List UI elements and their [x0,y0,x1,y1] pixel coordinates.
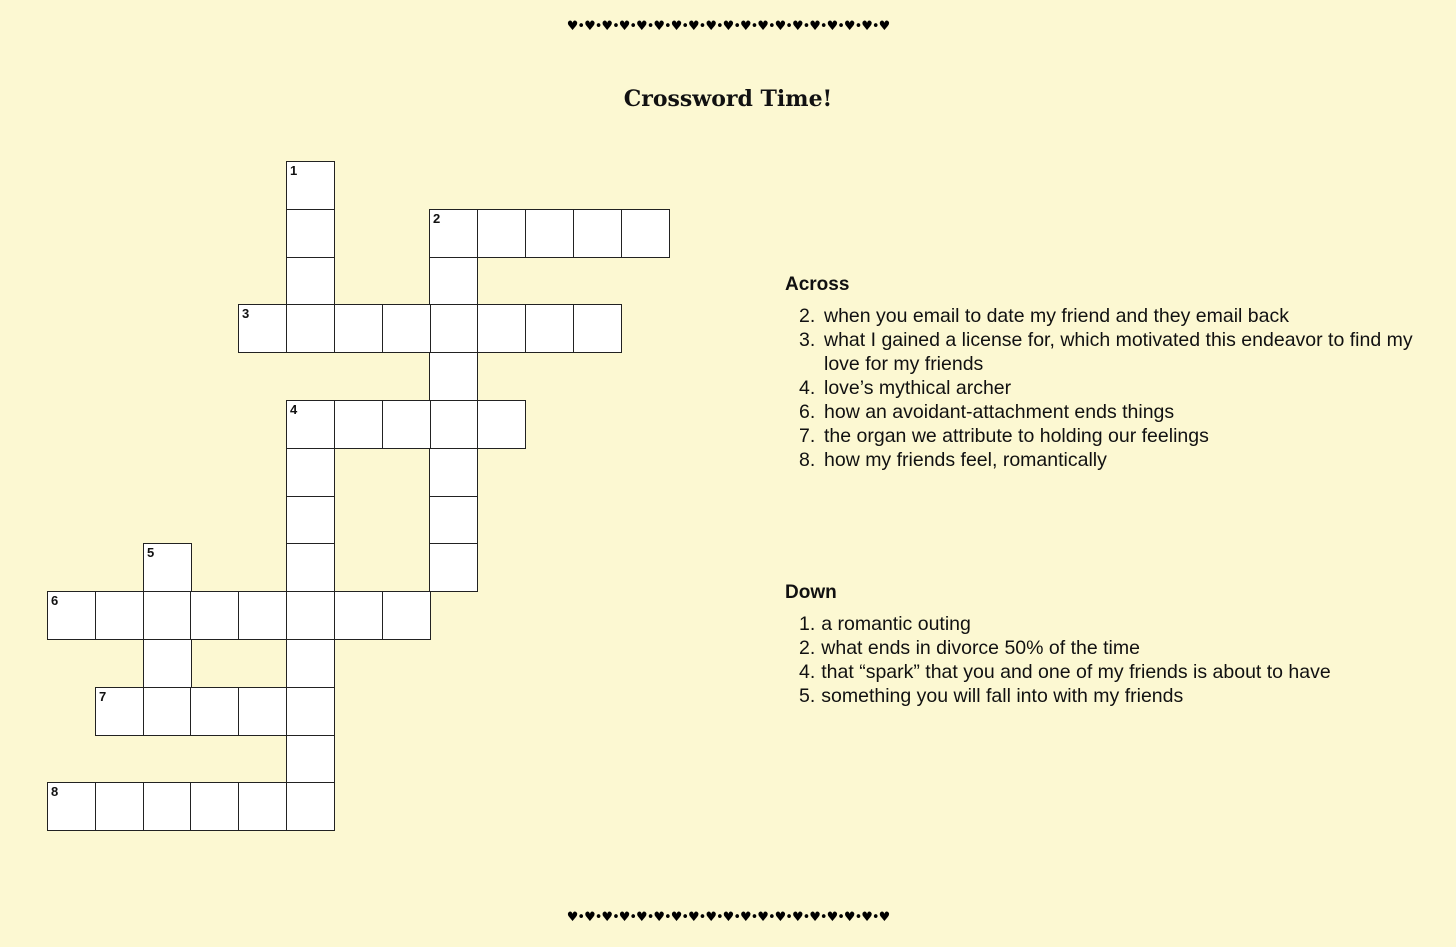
grid-cell[interactable] [429,496,478,545]
down-clue [799,636,1439,660]
cell-number: 6 [51,593,59,608]
grid-cell[interactable] [429,543,478,592]
grid-cell[interactable] [286,496,335,545]
grid-cell[interactable] [334,304,383,353]
clue-number: 2. [799,305,816,327]
cell-number: 1 [290,163,298,178]
grid-cell[interactable] [95,591,144,640]
clue-number: 5. [799,685,816,707]
grid-cell[interactable] [143,687,192,736]
grid-cell[interactable] [429,257,478,306]
clue-text: a romantic outing [821,613,971,635]
grid-cell[interactable] [429,400,478,449]
clue-text: how my friends feel, romantically [824,449,1107,471]
grid-cell[interactable] [190,591,239,640]
grid-cell[interactable] [429,352,478,401]
grid-cell[interactable] [190,782,239,831]
down-heading: Down [785,582,837,603]
cell-number: 5 [147,545,155,560]
cell-number: 3 [242,306,250,321]
clue-text: something you will fall into with my friends [821,685,1184,707]
grid-cell[interactable] [238,591,287,640]
grid-cell[interactable] [334,400,383,449]
down-clue-list [799,612,1439,708]
clue-number: 4. [799,661,816,683]
grid-cell[interactable] [286,543,335,592]
grid-cell[interactable] [477,400,526,449]
clue-text: what ends in divorce 50% of the time [821,637,1140,659]
crossword-grid [0,0,700,850]
down-clue [799,612,1439,636]
grid-cell[interactable] [286,591,335,640]
clue-text: how an avoidant-attachment ends things [824,401,1175,423]
grid-cell[interactable] [286,304,335,353]
top-heart-divider: ♥•♥•♥•♥•♥•♥•♥•♥•♥•♥•♥•♥•♥•♥•♥•♥•♥•♥•♥ [566,19,890,34]
grid-cell[interactable] [286,209,335,258]
grid-cell[interactable] [143,543,192,592]
grid-cell[interactable] [47,782,96,831]
grid-cell[interactable] [525,209,574,258]
grid-cell[interactable] [382,400,431,449]
clue-text: love’s mythical archer [824,377,1012,399]
grid-cell[interactable] [238,687,287,736]
across-clue [799,304,1439,328]
grid-cell[interactable] [286,161,335,210]
across-clue [799,328,1439,376]
bottom-heart-divider: ♥•♥•♥•♥•♥•♥•♥•♥•♥•♥•♥•♥•♥•♥•♥•♥•♥•♥•♥ [566,910,890,925]
grid-cell[interactable] [573,209,622,258]
clue-number: 6. [799,401,816,423]
grid-cell[interactable] [429,304,478,353]
across-clue [799,448,1439,472]
cell-number: 7 [99,689,107,704]
grid-cell[interactable] [95,687,144,736]
clue-number: 2. [799,637,816,659]
grid-cell[interactable] [286,687,335,736]
grid-cell[interactable] [334,591,383,640]
grid-cell[interactable] [143,639,192,688]
grid-cell[interactable] [286,448,335,497]
grid-cell[interactable] [477,209,526,258]
grid-cell[interactable] [286,735,335,784]
cell-number: 4 [290,402,298,417]
grid-cell[interactable] [238,782,287,831]
clue-number: 8. [799,449,816,471]
grid-cell[interactable] [190,687,239,736]
grid-cell[interactable] [382,591,431,640]
down-clue [799,684,1439,708]
cell-number: 8 [51,784,59,799]
across-clue [799,376,1439,400]
across-clue [799,424,1439,448]
grid-cell[interactable] [429,448,478,497]
grid-cell[interactable] [286,782,335,831]
grid-cell[interactable] [286,639,335,688]
clue-number: 3. [799,329,816,351]
clue-number: 1. [799,613,816,635]
down-clue [799,660,1439,684]
grid-cell[interactable] [143,591,192,640]
grid-cell[interactable] [286,400,335,449]
across-clue [799,400,1439,424]
grid-cell[interactable] [286,257,335,306]
grid-cell[interactable] [95,782,144,831]
clue-text: what I gained a license for, which motivated this endeavor to find my love for my friends [824,329,1413,375]
clue-number: 7. [799,425,816,447]
grid-cell[interactable] [238,304,287,353]
clue-text: when you email to date my friend and they email back [824,305,1290,327]
grid-cell[interactable] [382,304,431,353]
clue-number: 4. [799,377,816,399]
grid-cell[interactable] [525,304,574,353]
grid-cell[interactable] [573,304,622,353]
grid-cell[interactable] [621,209,670,258]
across-heading: Across [785,274,850,295]
grid-cell[interactable] [477,304,526,353]
grid-cell[interactable] [429,209,478,258]
clue-text: that “spark” that you and one of my friends is about to have [821,661,1331,683]
grid-cell[interactable] [143,782,192,831]
grid-cell[interactable] [47,591,96,640]
cell-number: 2 [433,211,441,226]
clue-text: the organ we attribute to holding our feelings [824,425,1209,447]
across-clue-list [799,304,1439,472]
page-title: Crossword Time! [623,86,833,112]
